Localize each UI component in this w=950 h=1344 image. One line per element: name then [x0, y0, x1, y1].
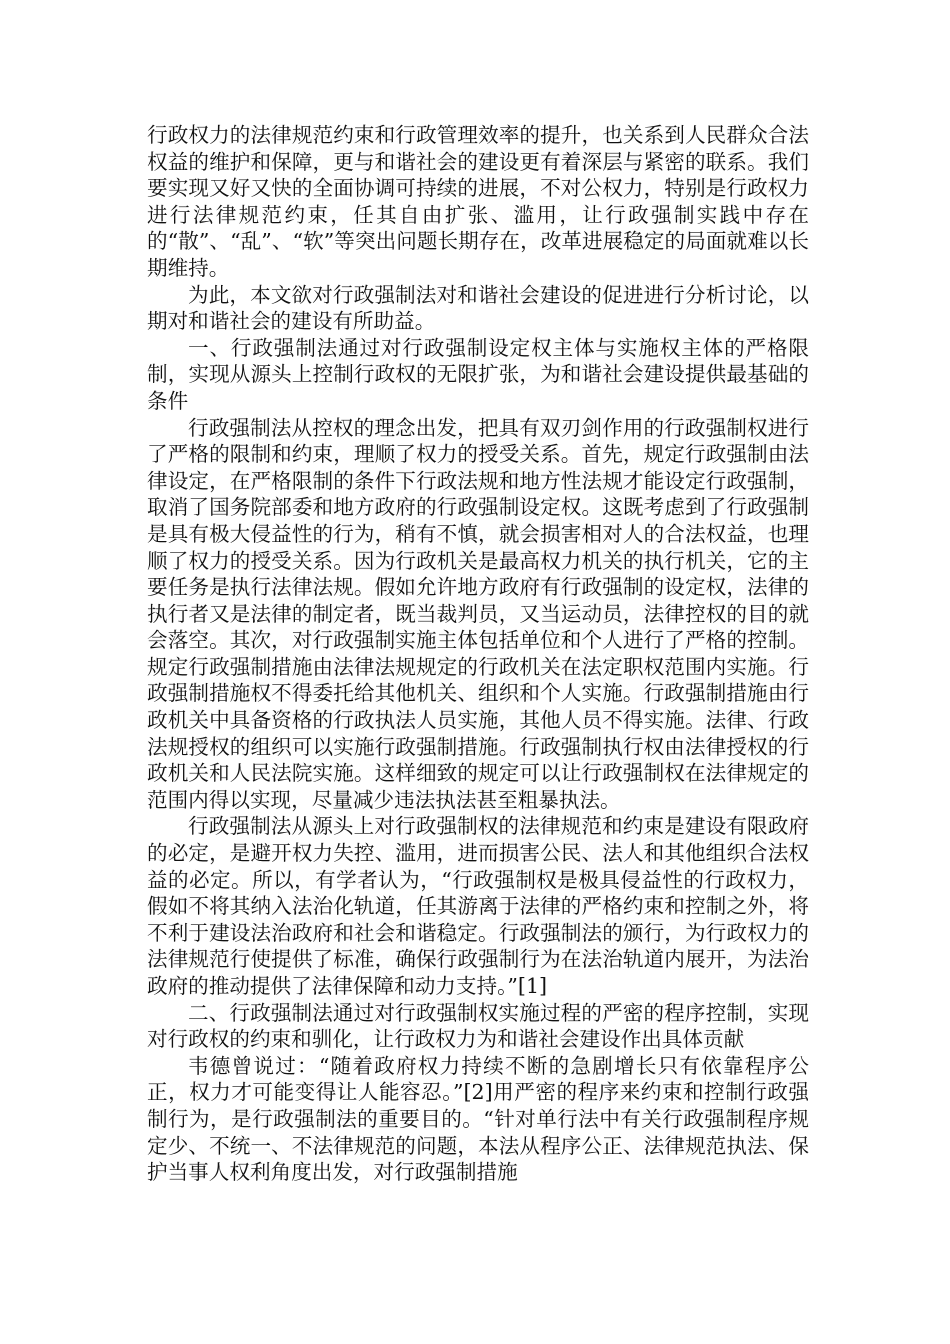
paragraph-intro-continued: 行政权力的法律规范约束和行政管理效率的提升，也关系到人民群众合法权益的维护和保障，更与和谐社会的建设更有着深层与紧密的联系。我们要实现又好又快的全面协调可持续的进展，不对公权力，特别是行政权力进行法律规范约束，任其自由扩张、滥用，让行政强制实践中存在的“散”、“乱”、“软”等突出问题长期存在，改革进展稳定的局面就难以长期维持。 [147, 123, 809, 280]
document-page [147, 122, 809, 1186]
paragraph-body: 行政强制法从源头上对行政强制权的法律规范和约束是建设有限政府的必定，是避开权力失控、滥用，进而损害公民、法人和其他组织合法权益的必定。所以，有学者认为，“行政强制权是极具侵益性的行政权力，假如不将其纳入法治化轨道，任其游离于法律的严格约束和控制之外，将不利于建设法治政府和社会和谐稳定。行政强制法的颁行，为行政权力的法律规范行使提供了标准，确保行政强制行为在法治轨道内展开，为法治政府的推动提供了法律保障和动力支持。”[1] [147, 814, 809, 998]
paragraph-body: 行政强制法从控权的理念出发，把具有双刃剑作用的行政强制权进行了严格的限制和约束，理顺了权力的授受关系。首先，规定行政强制由法律设定，在严格限制的条件下行政法规和地方性法规才能设定行政强制，取消了国务院部委和地方政府的行政强制设定权。这既考虑到了行政强制是具有极大侵益性的行为，稍有不慎，就会损害相对人的合法权益，也理顺了权力的授受关系。因为行政机关是最高权力机关的执行机关，它的主要任务是执行法律法规。假如允许地方政府有行政强制的设定权，法律的执行者又是法律的制定者，既当裁判员，又当运动员，法律控权的目的就会落空。其次，对行政强制实施主体包括单位和个人进行了严格的控制。规定行政强制措施由法律法规规定的行政机关在法定职权范围内实施。行政强制措施权不得委托给其他机关、组织和个人实施。行政强制措施由行政机关中具备资格的行政执法人员实施，其他人员不得实施。法律、行政法规授权的组织可以实施行政强制措施。行政强制执行权由法律授权的行政机关和人民法院实施。这样细致的规定可以让行政强制权在法律规定的范围内得以实现，尽量减少违法执法甚至粗暴执法。 [147, 415, 809, 812]
section-heading-1: 一、行政强制法通过对行政强制设定权主体与实施权主体的严格限制，实现从源头上控制行政权的无限扩张，为和谐社会建设提供最基础的条件 [147, 335, 809, 413]
section-heading-2: 二、行政强制法通过对行政强制权实施过程的严密的程序控制，实现对行政权的约束和驯化，让行政权力为和谐社会建设作出具体贡献 [147, 1000, 809, 1052]
paragraph-purpose: 为此，本文欲对行政强制法对和谐社会建设的促进进行分析讨论，以期对和谐社会的建设有所助益。 [147, 282, 809, 334]
paragraph-body: 韦德曾说过：“随着政府权力持续不断的急剧增长只有依靠程序公正，权力才可能变得让人能容忍。”[2]用严密的程序来约束和控制行政强制行为，是行政强制法的重要目的。“针对单行法中有关行政强制程序规定少、不统一、不法律规范的问题，本法从程序公正、法律规范执法、保护当事人权利角度出发，对行政强制措施 [147, 1053, 809, 1185]
